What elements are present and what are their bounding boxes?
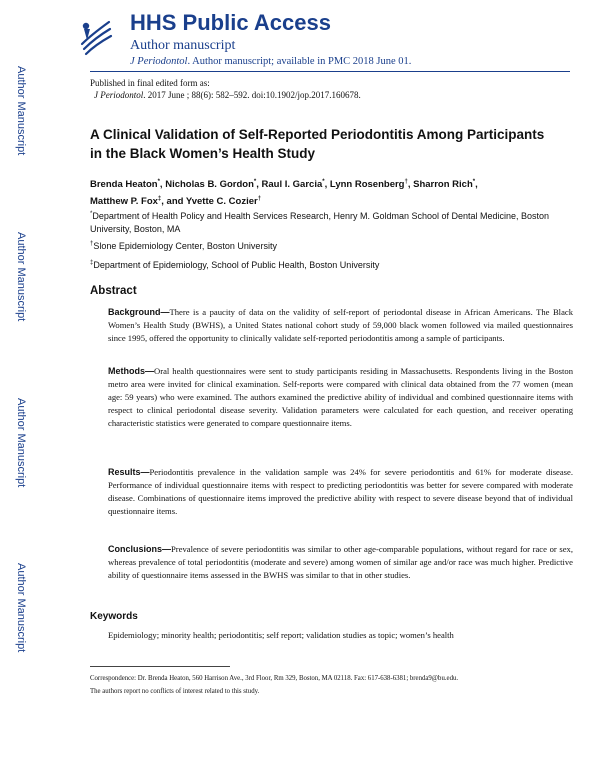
hhs-eagle-logo-icon — [76, 14, 114, 56]
abstract-methods — [108, 365, 573, 430]
affiliation-text: Department of Health Policy and Health Services Research, Henry M. Goldman School of Dental Medicine, Boston University, Boston, MA — [90, 211, 550, 234]
author-name: Lynn Rosenberg — [329, 179, 405, 191]
author-mark: † — [257, 196, 262, 203]
banner-divider — [90, 71, 570, 72]
author-mark: * — [157, 179, 160, 185]
affiliation — [90, 238, 560, 253]
journal-name: J Periodontol — [130, 56, 188, 67]
author-mark: * — [472, 179, 476, 185]
author-mark: * — [322, 179, 325, 185]
affiliation-mark: † — [90, 241, 94, 247]
publication-label: Published in final edited form as: — [90, 78, 210, 88]
publication-citation — [90, 89, 361, 101]
affiliation — [90, 208, 560, 236]
affiliation — [90, 257, 560, 272]
section-head: Background— — [108, 307, 170, 317]
author-name: Nicholas B. Gordon — [165, 179, 254, 191]
author-name: Sharron Rich — [413, 179, 473, 191]
sidebar-label: Author Manuscript — [15, 563, 27, 653]
author-mark: * — [253, 179, 257, 185]
affiliation-mark: * — [90, 211, 93, 217]
keywords-heading: Keywords — [90, 611, 138, 622]
author-separator: , — [256, 179, 262, 191]
banner-title: HHS Public Access — [130, 10, 331, 35]
section-text: Oral health questionnaires were sent to study participants residing in Massachusetts. Respondents living in the Boston metro area were invited for clinical examination. Self-reports were compared with clinical data obtained from the 77 women (mean age: 59 years) who were examined. The authors examined the predictive ability of individual and combined questionnaire items with respect to clinical periodontal disease severity. Validation parameters were calculated for each question, and receiver operating characteristic statistics were generated to compare questionnaire items. — [108, 366, 573, 428]
keywords-list: Epidemiology; minority health; periodontitis; self report; validation studies as topic; women’s health — [108, 630, 454, 640]
author-separator: , and — [161, 196, 186, 208]
abstract-heading: Abstract — [90, 285, 137, 297]
author-list — [90, 175, 560, 209]
author-mark: † — [404, 179, 408, 185]
section-text: Periodontitis prevalence in the validation sample was 24% for severe periodontitis and 61% for moderate disease. Performance of individual questionnaire items with respect to predicting periodontitis was better for severe compared with moderate disease. Combinations of questionnaire items improved the predictive ability with respect to severe disease beyond that of individual questionnaire items. — [108, 467, 573, 516]
author-name: Matthew P. Fox — [90, 196, 158, 208]
publication-info — [90, 77, 361, 101]
section-head: Methods— — [108, 366, 154, 376]
section-head: Conclusions— — [108, 544, 172, 554]
author-separator: , — [159, 179, 166, 191]
sidebar-label: Author Manuscript — [15, 398, 27, 488]
affiliation-text: Slone Epidemiology Center, Boston University — [93, 241, 277, 251]
author-separator: , — [475, 179, 478, 191]
section-text: Prevalence of severe periodontitis was similar to other age-comparable populations, without regard for race or sex, whereas prevalence of total periodontitis (moderate and severe) among women of similar age and/or race was much higher. Predictive ability of questionnaire items assessed in the BWHS was similar to that in other studies. — [108, 544, 573, 580]
banner-journal-line — [130, 56, 411, 67]
affiliation-text: Department of Epidemiology, School of Public Health, Boston University — [93, 260, 380, 270]
conflict-note: The authors report no conflicts of interest related to this study. — [90, 687, 260, 695]
correspondence-note: Correspondence: Dr. Brenda Heaton, 560 Harrison Ave., 3rd Floor, Rm 329, Boston, MA 02118. Fax: 617-638-6381; brenda9@bu.edu. — [90, 675, 459, 682]
sidebar-label: Author Manuscript — [15, 232, 27, 322]
author-name: Yvette C. Cozier — [185, 196, 258, 208]
author-separator: , — [324, 179, 330, 191]
sidebar-label: Author Manuscript — [15, 66, 27, 156]
author-name: Raul I. Garcia — [261, 179, 323, 191]
abstract-results — [108, 466, 573, 518]
citation-journal: J Periodontol — [94, 90, 144, 100]
section-text: There is a paucity of data on the validity of self-report of periodontal disease in African Americans. The Black Women’s Health Study (BWHS), a United States national cohort study of 59,000 black women followed via mailed questionnaires since 1995, offered the opportunity to clinically validate self-reported periodontitis among a sample of participants. — [108, 307, 573, 343]
banner-subtitle: Author manuscript — [130, 38, 236, 53]
author-separator: , — [407, 179, 414, 191]
author-mark: ‡ — [157, 196, 162, 203]
article-title: A Clinical Validation of Self-Reported Periodontitis Among Participants in the Black Women’s Health Study — [90, 127, 545, 161]
affiliation-mark: ‡ — [90, 260, 94, 266]
abstract-background — [108, 306, 573, 345]
footnote-divider — [90, 666, 230, 667]
section-head: Results— — [108, 467, 150, 477]
footnotes — [90, 674, 560, 699]
author-name: Brenda Heaton — [90, 179, 158, 191]
author-manuscript-sidebar — [0, 0, 40, 776]
availability-note: . Author manuscript; available in PMC 2018 June 01. — [187, 56, 412, 67]
abstract-conclusions — [108, 543, 573, 582]
citation-details: . 2017 June ; 88(6): 582–592. doi:10.1902/jop.2017.160678. — [143, 90, 361, 100]
